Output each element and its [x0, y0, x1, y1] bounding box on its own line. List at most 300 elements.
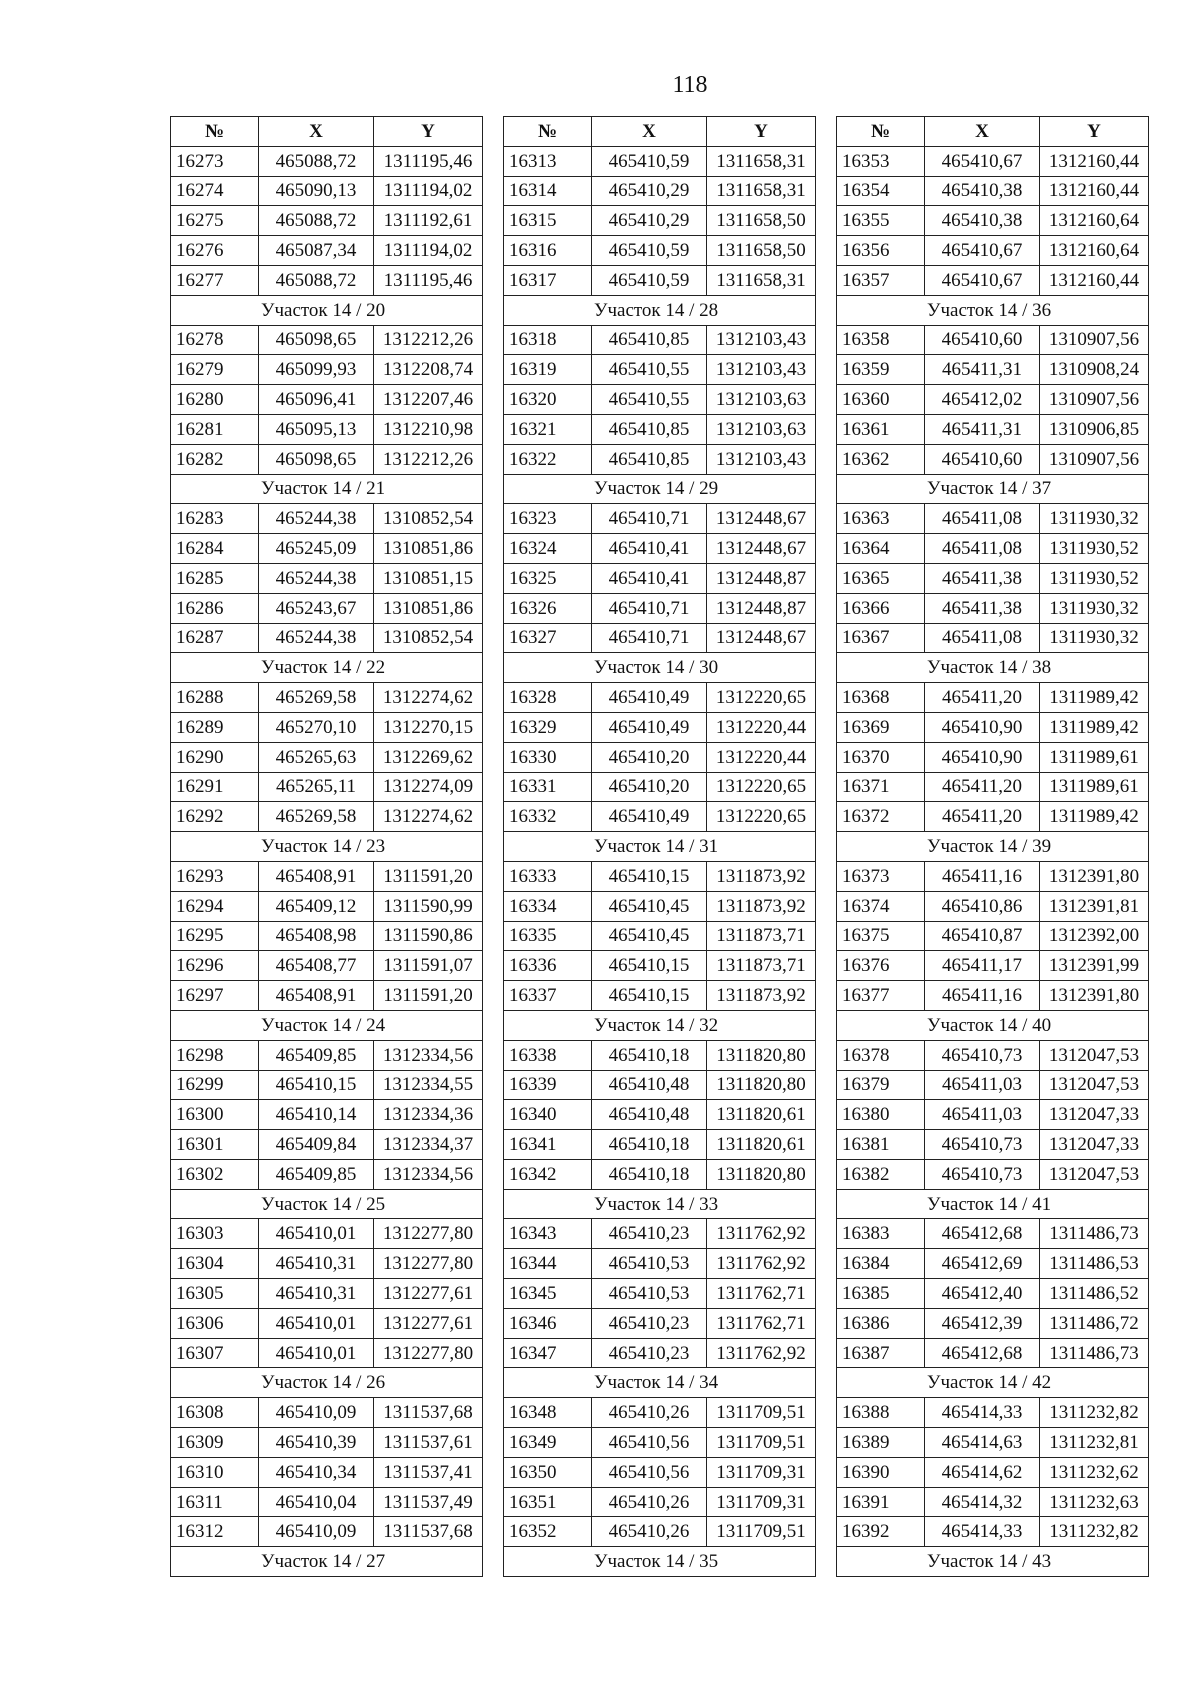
y-coordinate-cell: 1311873,92 — [707, 861, 816, 891]
y-coordinate-cell: 1312220,44 — [707, 742, 816, 772]
x-coordinate-cell: 465410,53 — [592, 1279, 707, 1309]
y-coordinate-cell: 1311762,71 — [707, 1279, 816, 1309]
section-row — [837, 653, 1149, 683]
point-number-cell: 16306 — [171, 1308, 259, 1338]
section-row — [837, 832, 1149, 862]
point-number-cell: 16275 — [171, 206, 259, 236]
y-coordinate-cell: 1311709,51 — [707, 1517, 816, 1547]
x-coordinate-cell: 465411,08 — [925, 534, 1040, 564]
point-number-cell: 16329 — [504, 712, 592, 742]
x-coordinate-cell: 465412,40 — [925, 1279, 1040, 1309]
table-row — [837, 593, 1149, 623]
x-coordinate-cell: 465410,14 — [259, 1100, 374, 1130]
table-row — [171, 1398, 483, 1428]
x-coordinate-cell: 465410,90 — [925, 712, 1040, 742]
point-number-cell: 16291 — [171, 772, 259, 802]
section-label: Участок 14 / 31 — [504, 832, 816, 862]
section-row — [837, 295, 1149, 325]
point-number-cell: 16373 — [837, 861, 925, 891]
point-number-cell: 16276 — [171, 236, 259, 266]
table-row — [171, 414, 483, 444]
x-coordinate-cell: 465244,38 — [259, 504, 374, 534]
point-number-cell: 16354 — [837, 176, 925, 206]
section-row — [837, 1010, 1149, 1040]
y-coordinate-cell: 1311658,31 — [707, 265, 816, 295]
table-row — [504, 1338, 816, 1368]
x-coordinate-cell: 465410,15 — [592, 861, 707, 891]
table-row — [504, 981, 816, 1011]
y-coordinate-cell: 1310907,56 — [1040, 385, 1149, 415]
section-label: Участок 14 / 35 — [504, 1547, 816, 1577]
table-row — [837, 563, 1149, 593]
y-coordinate-cell: 1312210,98 — [374, 414, 483, 444]
point-number-cell: 16345 — [504, 1279, 592, 1309]
x-coordinate-cell: 465411,08 — [925, 504, 1040, 534]
y-coordinate-cell: 1311537,68 — [374, 1517, 483, 1547]
y-coordinate-cell: 1312160,44 — [1040, 176, 1149, 206]
table-row — [171, 385, 483, 415]
x-coordinate-cell: 465410,26 — [592, 1487, 707, 1517]
y-coordinate-cell: 1311820,61 — [707, 1130, 816, 1160]
x-coordinate-cell: 465410,29 — [592, 206, 707, 236]
table-row — [504, 534, 816, 564]
point-number-cell: 16376 — [837, 951, 925, 981]
y-coordinate-cell: 1311930,32 — [1040, 504, 1149, 534]
table-row — [837, 861, 1149, 891]
point-number-cell: 16337 — [504, 981, 592, 1011]
x-coordinate-cell: 465243,67 — [259, 593, 374, 623]
y-coordinate-cell: 1311820,80 — [707, 1040, 816, 1070]
x-coordinate-cell: 465410,59 — [592, 236, 707, 266]
y-coordinate-cell: 1311486,53 — [1040, 1249, 1149, 1279]
y-coordinate-cell: 1312103,43 — [707, 355, 816, 385]
table-row — [504, 1070, 816, 1100]
table-row — [504, 1130, 816, 1160]
y-coordinate-cell: 1311873,71 — [707, 921, 816, 951]
point-number-cell: 16349 — [504, 1428, 592, 1458]
y-coordinate-cell: 1311709,31 — [707, 1457, 816, 1487]
section-row — [504, 295, 816, 325]
y-coordinate-cell: 1311591,07 — [374, 951, 483, 981]
table-row — [504, 385, 816, 415]
y-coordinate-cell: 1312047,53 — [1040, 1040, 1149, 1070]
x-coordinate-cell: 465410,20 — [592, 772, 707, 802]
x-coordinate-cell: 465412,69 — [925, 1249, 1040, 1279]
header-y: Y — [707, 117, 816, 147]
section-label: Участок 14 / 34 — [504, 1368, 816, 1398]
table-row — [837, 444, 1149, 474]
point-number-cell: 16325 — [504, 563, 592, 593]
y-coordinate-cell: 1312334,37 — [374, 1130, 483, 1160]
x-coordinate-cell: 465410,09 — [259, 1398, 374, 1428]
section-label: Участок 14 / 24 — [171, 1010, 483, 1040]
table-row — [171, 1100, 483, 1130]
section-label: Участок 14 / 29 — [504, 474, 816, 504]
x-coordinate-cell: 465412,02 — [925, 385, 1040, 415]
table-row — [171, 802, 483, 832]
y-coordinate-cell: 1312047,53 — [1040, 1070, 1149, 1100]
point-number-cell: 16326 — [504, 593, 592, 623]
y-coordinate-cell: 1311591,20 — [374, 981, 483, 1011]
point-number-cell: 16350 — [504, 1457, 592, 1487]
y-coordinate-cell: 1311195,46 — [374, 146, 483, 176]
point-number-cell: 16389 — [837, 1428, 925, 1458]
y-coordinate-cell: 1311232,62 — [1040, 1457, 1149, 1487]
table-row — [171, 176, 483, 206]
point-number-cell: 16313 — [504, 146, 592, 176]
y-coordinate-cell: 1312448,87 — [707, 593, 816, 623]
header-y: Y — [1040, 117, 1149, 147]
x-coordinate-cell: 465411,38 — [925, 563, 1040, 593]
point-number-cell: 16381 — [837, 1130, 925, 1160]
point-number-cell: 16279 — [171, 355, 259, 385]
page-number: 118 — [672, 72, 708, 98]
point-number-cell: 16369 — [837, 712, 925, 742]
table-row — [837, 1517, 1149, 1547]
y-coordinate-cell: 1310908,24 — [1040, 355, 1149, 385]
y-coordinate-cell: 1311873,71 — [707, 951, 816, 981]
x-coordinate-cell: 465098,65 — [259, 325, 374, 355]
x-coordinate-cell: 465410,18 — [592, 1040, 707, 1070]
section-row — [171, 653, 483, 683]
table-row — [504, 176, 816, 206]
point-number-cell: 16370 — [837, 742, 925, 772]
point-number-cell: 16336 — [504, 951, 592, 981]
x-coordinate-cell: 465409,84 — [259, 1130, 374, 1160]
y-coordinate-cell: 1312448,67 — [707, 623, 816, 653]
point-number-cell: 16297 — [171, 981, 259, 1011]
point-number-cell: 16321 — [504, 414, 592, 444]
y-coordinate-cell: 1311820,61 — [707, 1100, 816, 1130]
y-coordinate-cell: 1311537,41 — [374, 1457, 483, 1487]
point-number-cell: 16327 — [504, 623, 592, 653]
x-coordinate-cell: 465410,59 — [592, 146, 707, 176]
table-row — [837, 146, 1149, 176]
point-number-cell: 16356 — [837, 236, 925, 266]
x-coordinate-cell: 465244,38 — [259, 623, 374, 653]
section-row — [504, 1368, 816, 1398]
point-number-cell: 16360 — [837, 385, 925, 415]
table-row — [171, 236, 483, 266]
point-number-cell: 16333 — [504, 861, 592, 891]
x-coordinate-cell: 465414,32 — [925, 1487, 1040, 1517]
table-row — [171, 1070, 483, 1100]
x-coordinate-cell: 465410,86 — [925, 891, 1040, 921]
table-row — [504, 414, 816, 444]
section-label: Участок 14 / 36 — [837, 295, 1149, 325]
x-coordinate-cell: 465410,49 — [592, 802, 707, 832]
table-row — [837, 534, 1149, 564]
x-coordinate-cell: 465410,56 — [592, 1457, 707, 1487]
x-coordinate-cell: 465244,38 — [259, 563, 374, 593]
x-coordinate-cell: 465410,45 — [592, 921, 707, 951]
point-number-cell: 16342 — [504, 1159, 592, 1189]
point-number-cell: 16374 — [837, 891, 925, 921]
x-coordinate-cell: 465410,23 — [592, 1308, 707, 1338]
x-coordinate-cell: 465410,15 — [592, 951, 707, 981]
y-coordinate-cell: 1312160,44 — [1040, 265, 1149, 295]
section-label: Участок 14 / 43 — [837, 1547, 1149, 1577]
x-coordinate-cell: 465410,85 — [592, 414, 707, 444]
header-number: № — [504, 117, 592, 147]
table-row — [837, 1219, 1149, 1249]
y-coordinate-cell: 1311232,82 — [1040, 1398, 1149, 1428]
point-number-cell: 16380 — [837, 1100, 925, 1130]
table-row — [837, 414, 1149, 444]
table-row — [837, 981, 1149, 1011]
point-number-cell: 16382 — [837, 1159, 925, 1189]
y-coordinate-cell: 1312207,46 — [374, 385, 483, 415]
section-row — [837, 1189, 1149, 1219]
point-number-cell: 16344 — [504, 1249, 592, 1279]
x-coordinate-cell: 465410,15 — [592, 981, 707, 1011]
table-row — [837, 1457, 1149, 1487]
point-number-cell: 16292 — [171, 802, 259, 832]
point-number-cell: 16371 — [837, 772, 925, 802]
point-number-cell: 16287 — [171, 623, 259, 653]
table-row — [171, 1517, 483, 1547]
table-row — [504, 325, 816, 355]
table-row — [504, 742, 816, 772]
y-coordinate-cell: 1310851,15 — [374, 563, 483, 593]
y-coordinate-cell: 1311537,68 — [374, 1398, 483, 1428]
y-coordinate-cell: 1312334,36 — [374, 1100, 483, 1130]
x-coordinate-cell: 465411,20 — [925, 683, 1040, 713]
table-row — [837, 1308, 1149, 1338]
table-row — [171, 325, 483, 355]
x-coordinate-cell: 465410,49 — [592, 683, 707, 713]
x-coordinate-cell: 465409,12 — [259, 891, 374, 921]
table-row — [837, 236, 1149, 266]
x-coordinate-cell: 465410,18 — [592, 1130, 707, 1160]
y-coordinate-cell: 1312277,80 — [374, 1219, 483, 1249]
table-row — [504, 265, 816, 295]
y-coordinate-cell: 1311537,61 — [374, 1428, 483, 1458]
header-x: X — [592, 117, 707, 147]
x-coordinate-cell: 465270,10 — [259, 712, 374, 742]
point-number-cell: 16328 — [504, 683, 592, 713]
point-number-cell: 16377 — [837, 981, 925, 1011]
section-label: Участок 14 / 28 — [504, 295, 816, 325]
y-coordinate-cell: 1311930,32 — [1040, 623, 1149, 653]
section-label: Участок 14 / 39 — [837, 832, 1149, 862]
table-row — [837, 772, 1149, 802]
point-number-cell: 16316 — [504, 236, 592, 266]
point-number-cell: 16331 — [504, 772, 592, 802]
table-row — [171, 534, 483, 564]
point-number-cell: 16298 — [171, 1040, 259, 1070]
x-coordinate-cell: 465409,85 — [259, 1040, 374, 1070]
section-row — [171, 1547, 483, 1577]
point-number-cell: 16309 — [171, 1428, 259, 1458]
table-row — [504, 1398, 816, 1428]
y-coordinate-cell: 1312391,80 — [1040, 861, 1149, 891]
x-coordinate-cell: 465410,01 — [259, 1219, 374, 1249]
x-coordinate-cell: 465410,15 — [259, 1070, 374, 1100]
section-row — [171, 1189, 483, 1219]
x-coordinate-cell: 465414,63 — [925, 1428, 1040, 1458]
y-coordinate-cell: 1312274,62 — [374, 683, 483, 713]
table-row — [504, 683, 816, 713]
y-coordinate-cell: 1311989,42 — [1040, 712, 1149, 742]
point-number-cell: 16335 — [504, 921, 592, 951]
point-number-cell: 16323 — [504, 504, 592, 534]
x-coordinate-cell: 465410,38 — [925, 206, 1040, 236]
x-coordinate-cell: 465414,62 — [925, 1457, 1040, 1487]
point-number-cell: 16388 — [837, 1398, 925, 1428]
y-coordinate-cell: 1312448,87 — [707, 563, 816, 593]
table-row — [504, 236, 816, 266]
point-number-cell: 16318 — [504, 325, 592, 355]
table-row — [504, 206, 816, 236]
y-coordinate-cell: 1311762,92 — [707, 1219, 816, 1249]
x-coordinate-cell: 465410,67 — [925, 236, 1040, 266]
x-coordinate-cell: 465411,20 — [925, 802, 1040, 832]
table-row — [171, 563, 483, 593]
y-coordinate-cell: 1312274,62 — [374, 802, 483, 832]
y-coordinate-cell: 1311930,52 — [1040, 534, 1149, 564]
y-coordinate-cell: 1311762,71 — [707, 1308, 816, 1338]
table-row — [504, 504, 816, 534]
y-coordinate-cell: 1312220,65 — [707, 802, 816, 832]
x-coordinate-cell: 465410,41 — [592, 534, 707, 564]
y-coordinate-cell: 1312103,63 — [707, 385, 816, 415]
table-row — [171, 623, 483, 653]
y-coordinate-cell: 1312220,65 — [707, 772, 816, 802]
table-row — [837, 683, 1149, 713]
x-coordinate-cell: 465408,91 — [259, 981, 374, 1011]
x-coordinate-cell: 465410,73 — [925, 1040, 1040, 1070]
x-coordinate-cell: 465099,93 — [259, 355, 374, 385]
table-row — [837, 623, 1149, 653]
section-label: Участок 14 / 41 — [837, 1189, 1149, 1219]
y-coordinate-cell: 1310907,56 — [1040, 444, 1149, 474]
y-coordinate-cell: 1312270,15 — [374, 712, 483, 742]
table-row — [171, 742, 483, 772]
y-coordinate-cell: 1310907,56 — [1040, 325, 1149, 355]
point-number-cell: 16273 — [171, 146, 259, 176]
section-label: Участок 14 / 32 — [504, 1010, 816, 1040]
y-coordinate-cell: 1311820,80 — [707, 1070, 816, 1100]
table-row — [171, 1219, 483, 1249]
point-number-cell: 16375 — [837, 921, 925, 951]
point-number-cell: 16311 — [171, 1487, 259, 1517]
section-label: Участок 14 / 37 — [837, 474, 1149, 504]
point-number-cell: 16322 — [504, 444, 592, 474]
section-label: Участок 14 / 42 — [837, 1368, 1149, 1398]
point-number-cell: 16305 — [171, 1279, 259, 1309]
table-row — [171, 206, 483, 236]
y-coordinate-cell: 1311873,92 — [707, 981, 816, 1011]
table-row — [837, 1159, 1149, 1189]
point-number-cell: 16341 — [504, 1130, 592, 1160]
point-number-cell: 16277 — [171, 265, 259, 295]
y-coordinate-cell: 1312103,63 — [707, 414, 816, 444]
x-coordinate-cell: 465410,34 — [259, 1457, 374, 1487]
table-row — [504, 1517, 816, 1547]
y-coordinate-cell: 1311989,61 — [1040, 772, 1149, 802]
y-coordinate-cell: 1312047,33 — [1040, 1100, 1149, 1130]
table-row — [504, 861, 816, 891]
x-coordinate-cell: 465410,60 — [925, 325, 1040, 355]
table-row — [171, 683, 483, 713]
x-coordinate-cell: 465408,91 — [259, 861, 374, 891]
section-label: Участок 14 / 30 — [504, 653, 816, 683]
point-number-cell: 16280 — [171, 385, 259, 415]
table-row — [171, 772, 483, 802]
x-coordinate-cell: 465410,56 — [592, 1428, 707, 1458]
point-number-cell: 16347 — [504, 1338, 592, 1368]
section-row — [171, 832, 483, 862]
table-row — [504, 1040, 816, 1070]
x-coordinate-cell: 465265,63 — [259, 742, 374, 772]
y-coordinate-cell: 1311486,73 — [1040, 1338, 1149, 1368]
table-row — [837, 951, 1149, 981]
point-number-cell: 16283 — [171, 504, 259, 534]
table-row — [171, 1040, 483, 1070]
x-coordinate-cell: 465410,60 — [925, 444, 1040, 474]
header-number: № — [837, 117, 925, 147]
section-label: Участок 14 / 27 — [171, 1547, 483, 1577]
y-coordinate-cell: 1312212,26 — [374, 325, 483, 355]
x-coordinate-cell: 465410,23 — [592, 1219, 707, 1249]
point-number-cell: 16364 — [837, 534, 925, 564]
point-number-cell: 16340 — [504, 1100, 592, 1130]
x-coordinate-cell: 465411,16 — [925, 981, 1040, 1011]
y-coordinate-cell: 1312160,44 — [1040, 146, 1149, 176]
table-row — [837, 1487, 1149, 1517]
x-coordinate-cell: 465269,58 — [259, 802, 374, 832]
y-coordinate-cell: 1312334,56 — [374, 1159, 483, 1189]
y-coordinate-cell: 1310851,86 — [374, 534, 483, 564]
point-number-cell: 16288 — [171, 683, 259, 713]
point-number-cell: 16357 — [837, 265, 925, 295]
point-number-cell: 16332 — [504, 802, 592, 832]
point-number-cell: 16390 — [837, 1457, 925, 1487]
y-coordinate-cell: 1311537,49 — [374, 1487, 483, 1517]
x-coordinate-cell: 465409,85 — [259, 1159, 374, 1189]
table-row — [837, 712, 1149, 742]
point-number-cell: 16274 — [171, 176, 259, 206]
table-row — [504, 1279, 816, 1309]
y-coordinate-cell: 1310852,54 — [374, 623, 483, 653]
table-row — [171, 355, 483, 385]
x-coordinate-cell: 465410,41 — [592, 563, 707, 593]
point-number-cell: 16379 — [837, 1070, 925, 1100]
point-number-cell: 16282 — [171, 444, 259, 474]
point-number-cell: 16383 — [837, 1219, 925, 1249]
y-coordinate-cell: 1312448,67 — [707, 504, 816, 534]
y-coordinate-cell: 1312391,99 — [1040, 951, 1149, 981]
table-row — [504, 1457, 816, 1487]
y-coordinate-cell: 1311930,52 — [1040, 563, 1149, 593]
table-row — [171, 593, 483, 623]
table-row — [171, 1457, 483, 1487]
y-coordinate-cell: 1311486,72 — [1040, 1308, 1149, 1338]
y-coordinate-cell: 1311762,92 — [707, 1338, 816, 1368]
x-coordinate-cell: 465410,29 — [592, 176, 707, 206]
table-row — [171, 951, 483, 981]
point-number-cell: 16294 — [171, 891, 259, 921]
y-coordinate-cell: 1311709,31 — [707, 1487, 816, 1517]
section-label: Участок 14 / 20 — [171, 295, 483, 325]
y-coordinate-cell: 1311820,80 — [707, 1159, 816, 1189]
y-coordinate-cell: 1312448,67 — [707, 534, 816, 564]
point-number-cell: 16289 — [171, 712, 259, 742]
x-coordinate-cell: 465411,31 — [925, 355, 1040, 385]
y-coordinate-cell: 1312212,26 — [374, 444, 483, 474]
point-number-cell: 16378 — [837, 1040, 925, 1070]
